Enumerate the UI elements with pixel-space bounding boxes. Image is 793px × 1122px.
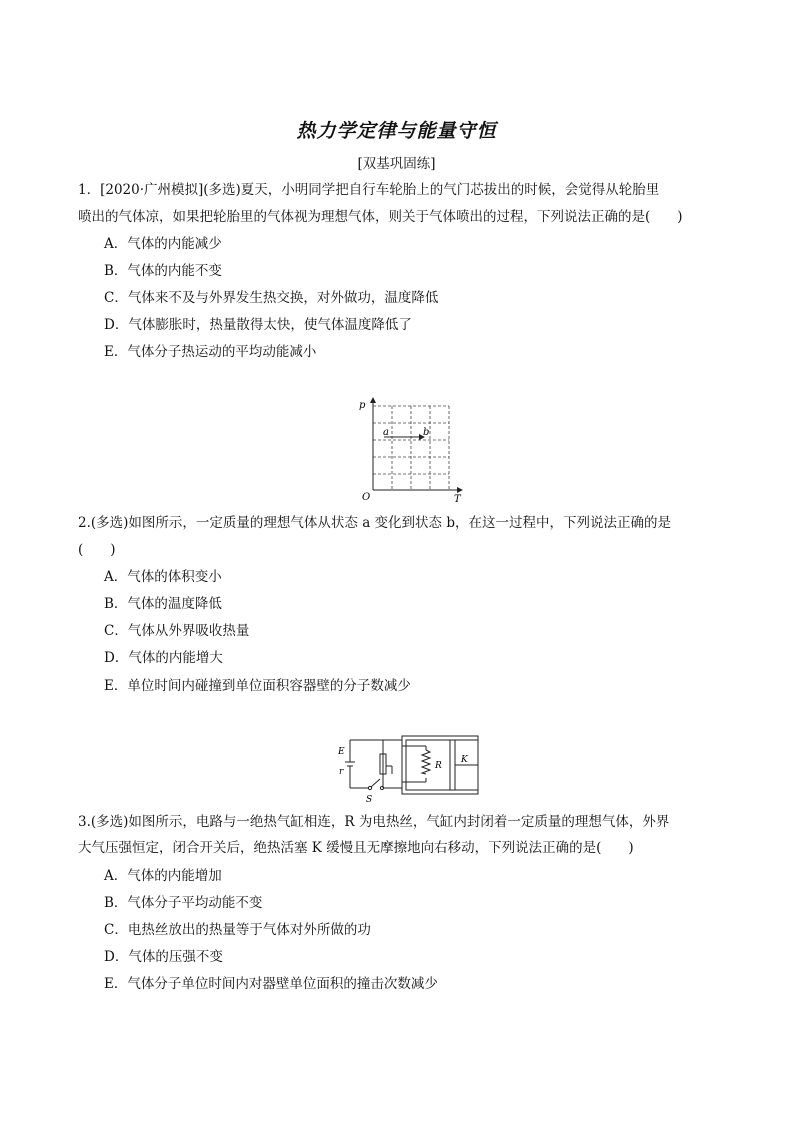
switch-label: S [366,795,373,804]
p-axis-label: p [359,400,366,411]
section-subtitle: [双基巩固练] [357,156,436,172]
switch-blade [371,779,380,787]
state-b-label: b [423,427,430,438]
q3-option-a: A．气体的内能增加 [104,868,222,884]
circuit-cylinder-diagram [330,732,480,804]
q3-option-b: B．气体分子平均动能不变 [104,895,263,911]
q1-option-d: D．气体膨胀时，热量散得太快，使气体温度降低了 [104,317,412,333]
internal-r-label: r [339,767,344,777]
page-title: 热力学定律与能量守恒 [296,120,497,142]
heating-coil [422,750,430,774]
emf-label: E [338,747,345,757]
q3-stem-line1: 3.(多选)如图所示，电路与一绝热气缸相连，R 为电热丝，气缸内封闭着一定质量的理想气体，外界 [78,814,670,830]
t-axis-label: T [454,494,461,504]
grid [373,406,449,490]
piston-k-label: K [461,755,468,765]
q1-option-c: C．气体来不及与外界发生热交换，对外做功，温度降低 [104,290,439,306]
q1-stem-line2: 喷出的气体凉，如果把轮胎里的气体视为理想气体，则关于气体喷出的过程，下列说法正确的是( ) [78,209,683,225]
q2-option-b: B．气体的温度降低 [104,596,222,612]
q3-stem-line2: 大气压强恒定，闭合开关后，绝热活塞 K 缓慢且无摩擦地向右移动，下列说法正确的是( ) [78,840,634,856]
state-a-label: a [383,427,389,438]
q1-option-b: B．气体的内能不变 [104,263,222,279]
q1-option-a: A．气体的内能减少 [104,236,222,252]
q2-option-a: A．气体的体积变小 [104,569,222,585]
origin-label: O [362,492,371,503]
resistor-r-label: R [435,761,442,771]
q3-option-d: D．气体的压强不变 [104,949,223,965]
pt-diagram [350,392,470,504]
q2-option-c: C．气体从外界吸收热量 [104,623,250,639]
q2-option-e: E．单位时间内碰撞到单位面积容器壁的分子数减少 [104,678,411,694]
q2-option-d: D．气体的内能增大 [104,650,223,666]
q1-option-e: E．气体分子热运动的平均动能减小 [104,344,317,360]
q2-stem-line2: ( ) [78,542,116,558]
piston-k [450,740,455,790]
q3-option-c: C．电热丝放出的热量等于气体对外所做的功 [104,922,371,938]
q1-stem-line1: 1．[2020·广州模拟](多选)夏天，小明同学把自行车轮胎上的气门芯拔出的时候，会觉得从轮胎里 [78,182,660,198]
q2-stem-line1: 2.(多选)如图所示，一定质量的理想气体从状态 a 变化到状态 b，在这一过程中，下列说法正确的是 [78,515,671,531]
q3-option-e: E．气体分子单位时间内对器壁单位面积的撞击次数减少 [104,976,438,992]
